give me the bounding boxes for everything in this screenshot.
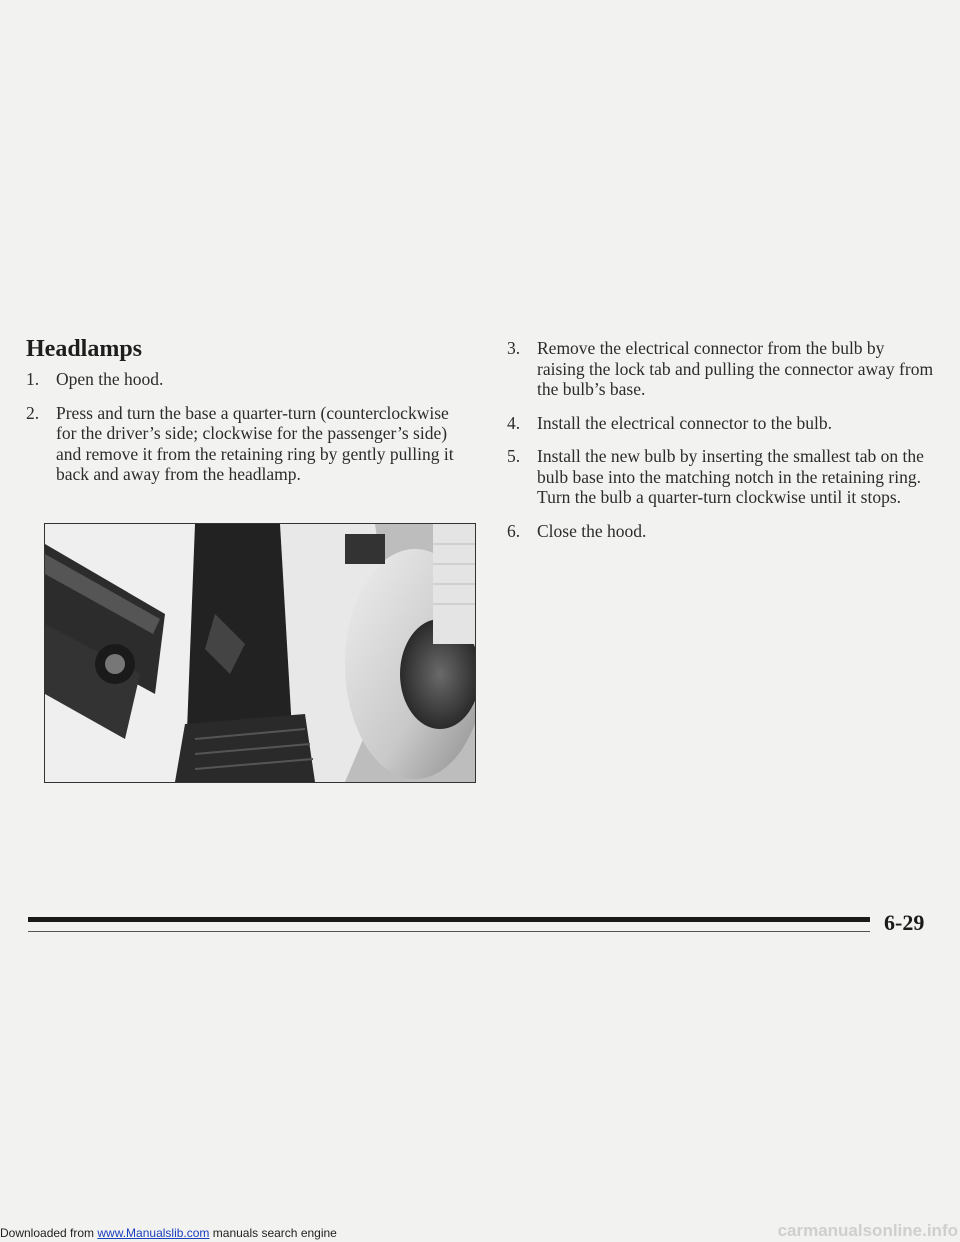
steps-list-right: [505, 338, 935, 554]
step-item: [24, 369, 464, 390]
step-text: Install the new bulb by inserting the smallest tab on the bulb base into the matching notch in the retaining ring. Turn the bulb a quarter-turn clockwise until it stops.: [537, 446, 924, 507]
section-heading: Headlamps: [26, 336, 143, 362]
step-item: [505, 446, 935, 508]
headlamp-photo: [44, 523, 476, 783]
step-number: 5.: [507, 446, 521, 466]
step-item: [505, 521, 935, 542]
manualslib-link[interactable]: www.Manualslib.com: [97, 1226, 210, 1240]
step-item: [24, 403, 464, 485]
page-number: 6-29: [884, 910, 925, 935]
footer-suffix: manuals search engine: [209, 1226, 337, 1240]
step-number: 4.: [507, 412, 521, 433]
step-text: Open the hood.: [56, 369, 164, 389]
step-text: Press and turn the base a quarter-turn (counterclockwise for the driver’s side; clockwise for the passenger’s side) and remove it from the retaining ring by gently pulling it back and away from the headlamp.: [56, 402, 454, 484]
footer-prefix: Downloaded from: [0, 1226, 98, 1240]
step-number: 1.: [26, 369, 40, 389]
headlamp-photo-illustration: [45, 524, 475, 782]
steps-list-left: [24, 369, 464, 498]
step-item: [505, 413, 935, 434]
step-text: Remove the electrical connector from the bulb by raising the lock tab and pulling the connector away from the bulb’s base.: [537, 338, 934, 399]
watermark-text: carmanualsonline.info: [777, 1221, 958, 1240]
step-text: Close the hood.: [537, 520, 647, 541]
step-item: [505, 338, 935, 400]
step-number: 6.: [507, 520, 521, 541]
step-number: 2.: [26, 402, 40, 423]
step-number: 3.: [507, 338, 521, 358]
download-footer: [0, 1226, 337, 1240]
footer-rule-thick: [28, 917, 870, 922]
footer-rule-thin: [28, 931, 870, 932]
step-text: Install the electrical connector to the bulb.: [537, 412, 832, 433]
